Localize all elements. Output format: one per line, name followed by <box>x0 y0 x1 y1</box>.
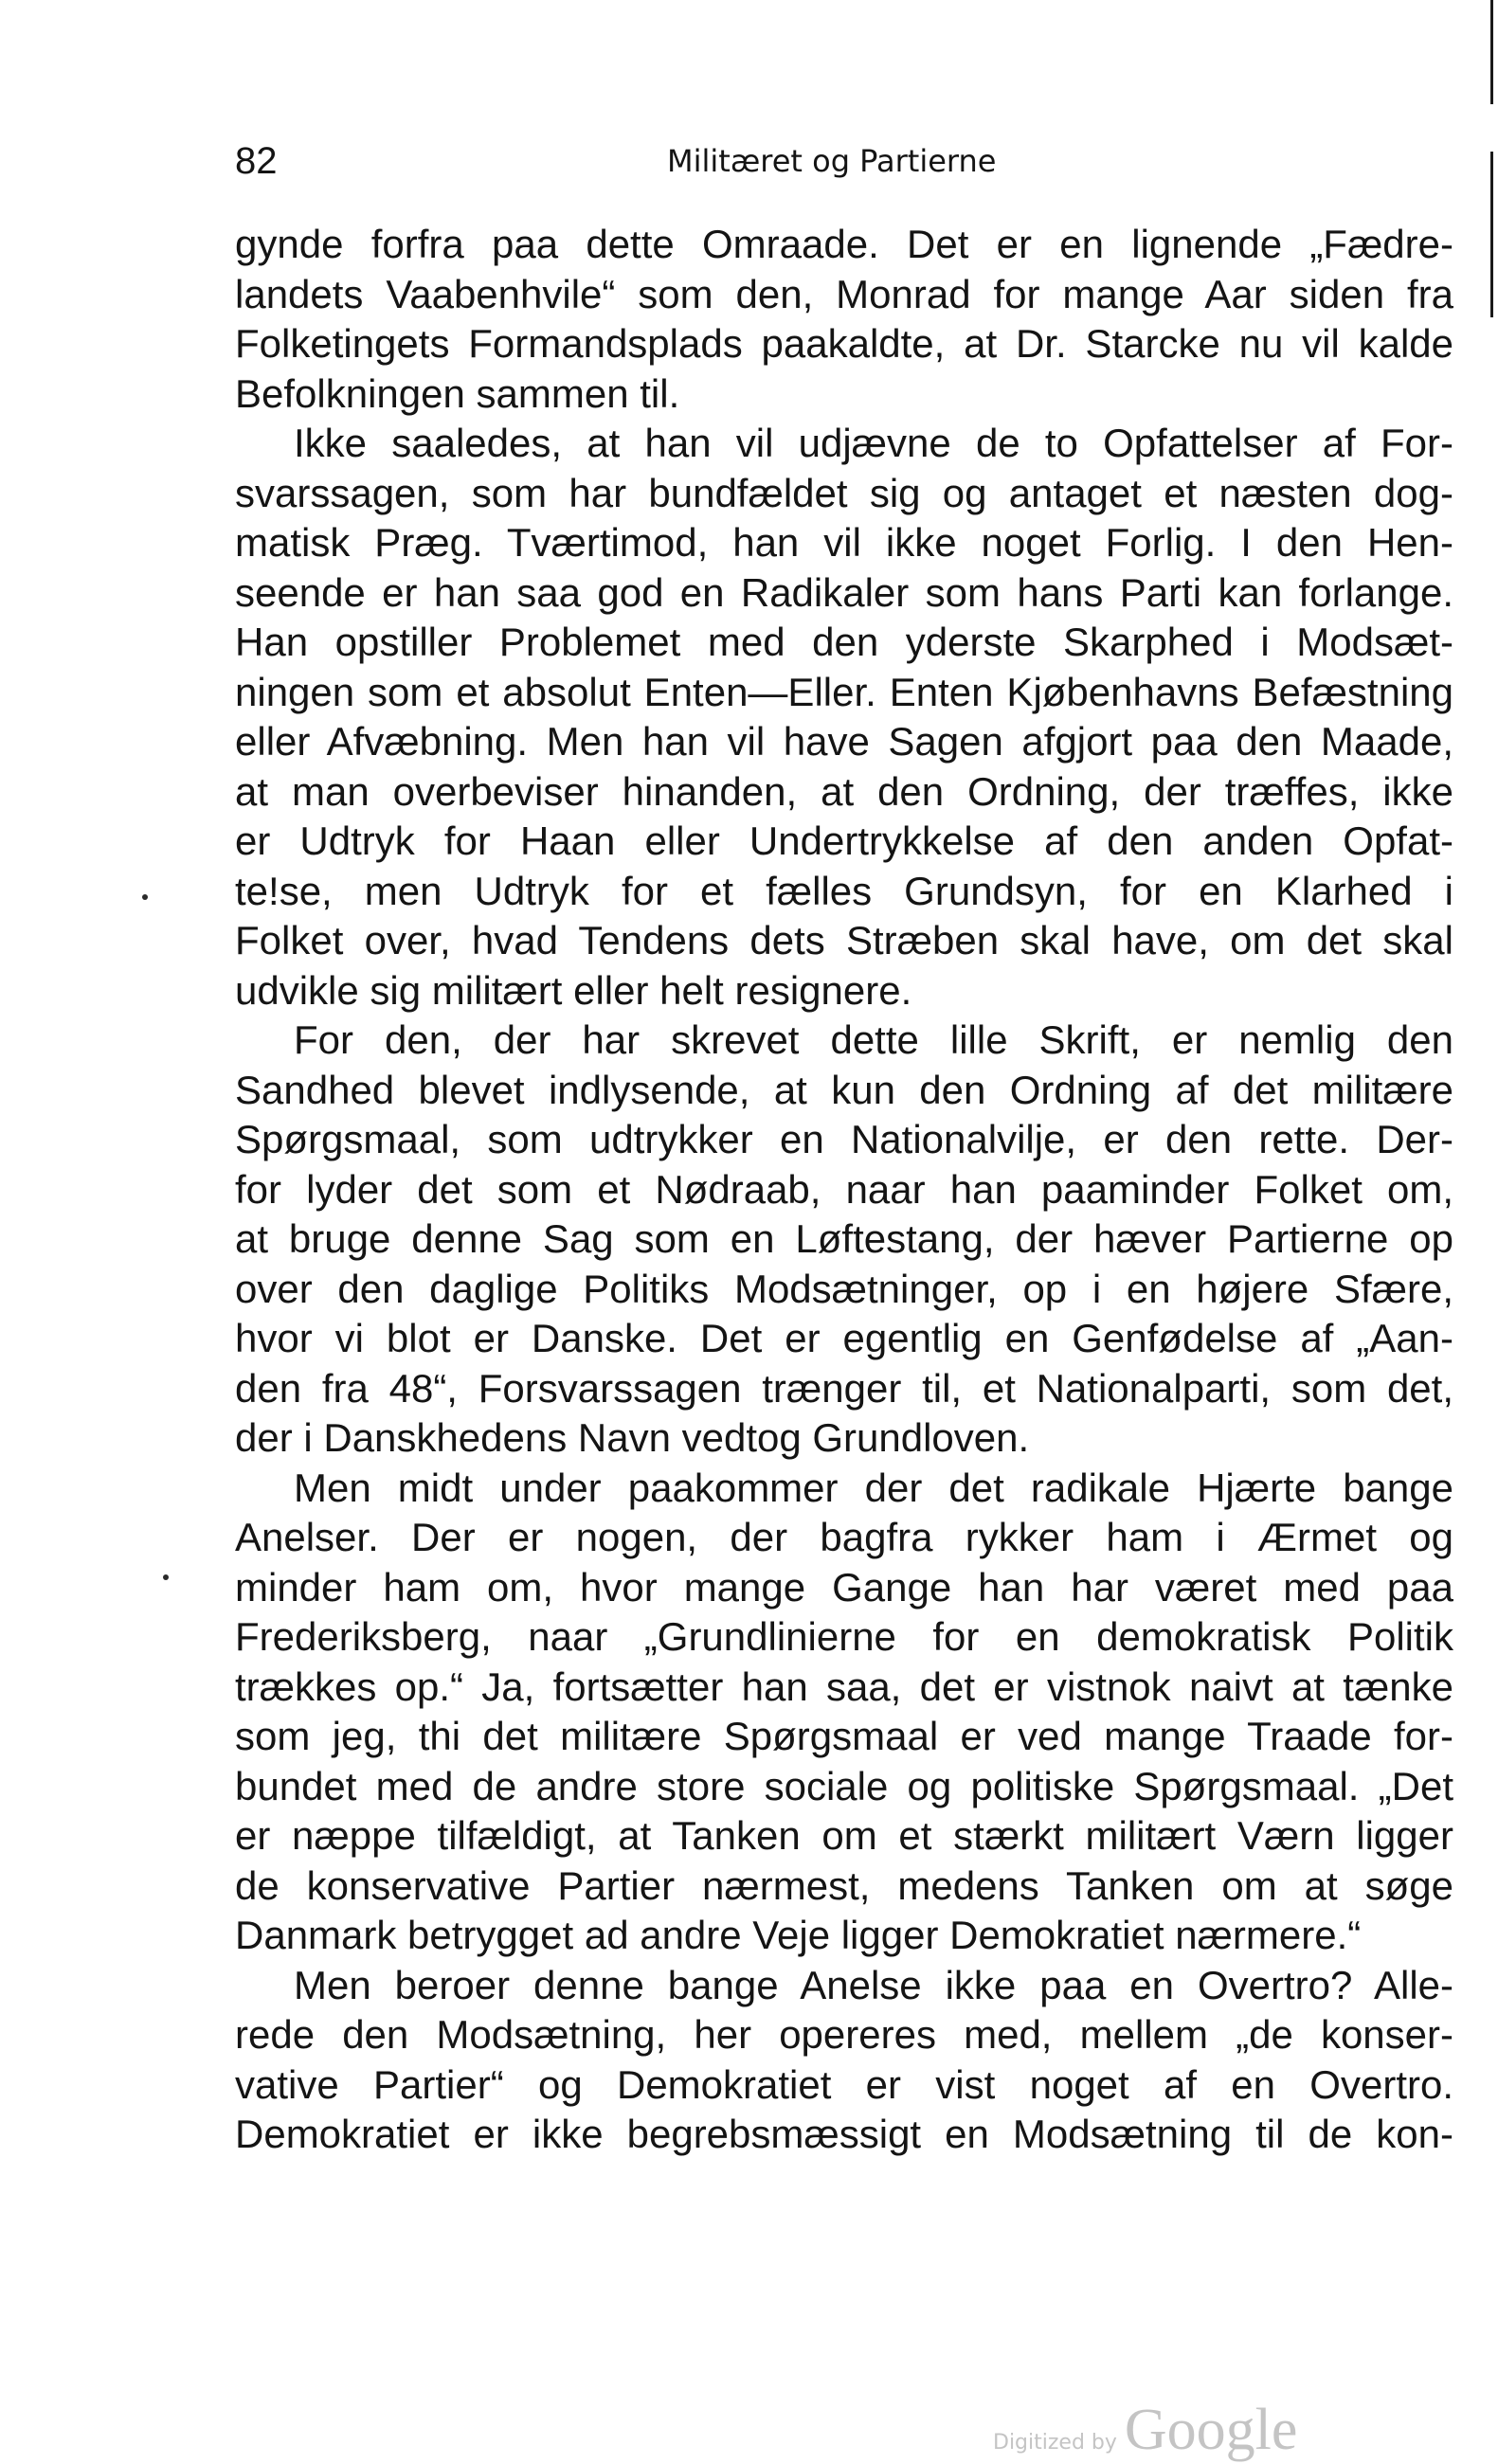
page-header <box>235 133 1453 189</box>
google-logo: Google <box>1124 2398 1298 2462</box>
text-line: de konservative Partier nærmest, medens Tanken om at søge <box>235 1862 1453 1908</box>
text-line: er Udtryk for Haan eller Undertrykkelse af den anden Opfat- <box>235 818 1453 863</box>
text-line: som jeg, thi det militære Spørgsmaal er ved mange Traade for- <box>235 1714 1453 1758</box>
watermark-prefix: Digitized by <box>993 2431 1117 2455</box>
running-title: Militæret og Partierne <box>667 143 997 179</box>
margin-speck <box>163 1574 169 1580</box>
text-line: bundet med de andre store sociale og politiske Spørgsmaal. „Det <box>235 1763 1453 1808</box>
text-line: Han opstiller Problemet med den yderste Skarphed i Modsæt- <box>235 620 1453 664</box>
text-line: Ikke saaledes, at han vil udjævne de to Opfattelser af For- <box>294 421 1453 465</box>
text-line: eller Afvæbning. Men han vil have Sagen afgjort paa den Maade, <box>235 719 1453 764</box>
page-number: 82 <box>235 140 278 182</box>
paragraph <box>235 220 1453 419</box>
text-line: er næppe tilfældigt, at Tanken om et stærkt militært Værn ligger <box>235 1813 1453 1858</box>
text-line: Sandhed blevet indlysende, at kun den Ordning af det militære <box>235 1067 1453 1112</box>
digitized-by-watermark <box>993 2397 1298 2462</box>
text-line: Danmark betrygget ad andre Veje ligger Demokratiet nærmere.“ <box>235 1913 1362 1957</box>
text-line: seende er han saa god en Radikaler som hans Parti kan forlange. <box>235 569 1453 615</box>
text-line: For den, der har skrevet dette lille Skrift, er nemlig den <box>294 1017 1453 1062</box>
text-line: Demokratiet er ikke begrebsmæssigt en Modsætning til de kon- <box>235 2112 1453 2156</box>
text-line: Anelser. Der er nogen, der bagfra rykker ham i Ærmet og <box>235 1515 1453 1559</box>
text-line: Befolkningen sammen til. <box>235 370 680 416</box>
paragraph <box>235 1961 1453 2160</box>
text-line: Men midt under paakommer der det radikale Hjærte bange <box>294 1465 1453 1510</box>
text-line: trækkes op.“ Ja, fortsætter han saa, det er vistnok naivt at tænke <box>235 1664 1453 1709</box>
paragraph <box>235 419 1453 1016</box>
text-line: for lyder det som et Nødraab, naar han paaminder Folket om, <box>235 1166 1453 1212</box>
text-line: minder ham om, hvor mange Gange han har været med paa <box>235 1564 1453 1610</box>
text-line: gynde forfra paa dette Omraade. Det er en lignende „Fædre- <box>235 222 1453 266</box>
text-line: der i Danskhedens Navn vedtog Grundloven. <box>235 1415 1030 1460</box>
margin-speck <box>142 894 148 900</box>
text-line: rede den Modsætning, her opereres med, mellem „de konser- <box>235 2012 1453 2057</box>
scan-edge-mark <box>1490 0 1493 104</box>
text-line: svarssagen, som har bundfældet sig og antaget et næsten dog- <box>235 470 1453 515</box>
text-line: den fra 48“, Forsvarssagen trænger til, et Nationalparti, som det, <box>235 1365 1453 1411</box>
scan-edge-mark <box>1490 152 1493 317</box>
text-line: Folketingets Formandsplads paakaldte, at Dr. Starcke nu vil kalde <box>235 321 1453 366</box>
text-line: vative Partier“ og Demokratiet er vist noget af en Overtro. <box>235 2061 1453 2107</box>
text-line: udvikle sig militært eller helt resignere. <box>235 967 912 1013</box>
text-line: matisk Præg. Tværtimod, han vil ikke noget Forlig. I den Hen- <box>235 520 1453 565</box>
text-line: Frederiksberg, naar „Grundlinierne for en demokratisk Politik <box>235 1614 1453 1659</box>
text-line: te!se, men Udtryk for et fælles Grundsyn, for en Klarhed i <box>235 868 1453 913</box>
text-line: Folket over, hvad Tendens dets Stræben skal have, om det skal <box>235 918 1453 962</box>
text-line: at bruge denne Sag som en Løftestang, der hæver Partierne op <box>235 1216 1453 1261</box>
text-line: hvor vi blot er Danske. Det er egentlig en Genfødelse af „Aan- <box>235 1316 1453 1360</box>
paragraph <box>235 1464 1453 1961</box>
paragraph <box>235 1016 1453 1464</box>
text-line: Men beroer denne bange Anelse ikke paa en Overtro? Alle- <box>294 1962 1453 2007</box>
text-line: at man overbeviser hinanden, at den Ordning, der træffes, ikke <box>235 768 1453 814</box>
text-line: ningen som et absolut Enten—Eller. Enten Kjøbenhavns Befæstning <box>235 669 1453 714</box>
text-line: Spørgsmaal, som udtrykker en Nationalvilje, er den rette. Der- <box>235 1117 1453 1161</box>
text-line: over den daglige Politiks Modsætninger, op i en højere Sfære, <box>235 1266 1453 1311</box>
body-text <box>235 220 1453 2160</box>
text-line: landets Vaabenhvile“ som den, Monrad for mange Aar siden fra <box>235 271 1453 316</box>
